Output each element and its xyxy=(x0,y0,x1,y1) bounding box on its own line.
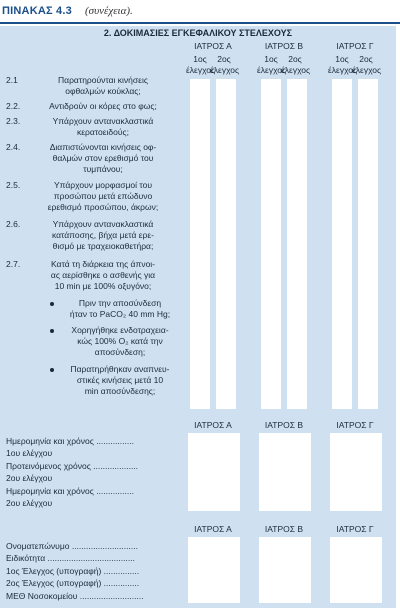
doctor-a-check-1: 1ος έλεγχος xyxy=(186,54,216,75)
test-item: 2.2. Αντιδρούν οι κόρες στο φως; xyxy=(6,101,157,111)
time-box-a[interactable] xyxy=(188,433,240,511)
signature-box-b[interactable] xyxy=(259,537,311,603)
answer-box-a1[interactable] xyxy=(190,79,210,409)
second-signature-label: 2ος Έλεγχος (υπογραφή) ............... xyxy=(6,578,140,588)
bullet-item: Χορηγήθηκε ενδοτραχεια- κώς 100% O₂ κατά την αποσύνδεση; xyxy=(50,325,185,358)
answer-box-b1[interactable] xyxy=(261,79,281,409)
time-box-b[interactable] xyxy=(259,433,311,511)
test-item: 2.1 Παρατηρούνται κινήσεις οφθαλμών κούκλας; xyxy=(6,75,148,96)
answer-box-c1[interactable] xyxy=(332,79,352,409)
second-check-label: 2ου ελέγχου xyxy=(6,473,53,483)
doctor-b-header: ΙΑΤΡΟΣ Β xyxy=(264,41,304,51)
doctor-c-header: ΙΑΤΡΟΣ Γ xyxy=(336,41,374,51)
doctor-a-check-2: 2ος έλεγχος xyxy=(210,54,240,75)
doctor-b-check-1: 1ος έλεγχος xyxy=(257,54,287,75)
doctor-a-header: ΙΑΤΡΟΣ Α xyxy=(194,524,232,534)
test-item: 2.5. Υπάρχουν μορφασμοί του προσώπου μετά επώδυνο ερεθισμό προσώπου, άκρων; xyxy=(6,180,159,212)
bullet-icon xyxy=(50,368,54,372)
date-time-second-label: Ημερομηνία και χρόνος ................ xyxy=(6,486,134,496)
section-title: 2. ΔΟΚΙΜΑΣΙΕΣ ΕΓΚΕΦΑΛΙΚΟΥ ΣΤΕΛΕΧΟΥΣ xyxy=(103,28,293,38)
doctor-c-header: ΙΑΤΡΟΣ Γ xyxy=(336,524,374,534)
caption-rule xyxy=(0,22,400,24)
signature-box-c[interactable] xyxy=(330,537,382,603)
proposed-time-label: Προτεινόμενος χρόνος ................... xyxy=(6,461,139,471)
doctor-a-header: ΙΑΤΡΟΣ Α xyxy=(194,420,232,430)
answer-box-c2[interactable] xyxy=(358,79,378,409)
first-check-label: 1ου ελέγχου xyxy=(6,448,53,458)
doctor-a-header: ΙΑΤΡΟΣ Α xyxy=(194,41,232,51)
table-caption xyxy=(2,5,133,19)
test-item: 2.4. Διαπιστώνονται κινήσεις οφ- θαλμών στον ερεθισμό του τυμπάνου; xyxy=(6,142,157,174)
date-time-first-label: Ημερομηνία και χρόνος ................ xyxy=(6,436,134,446)
test-item: 2.7. Κατά τη διάρκεια της άπνοι- ας αερίσθηκε ο ασθενής για 10 min με 100% οξυγόνο; xyxy=(6,259,156,291)
doctor-b-header: ΙΑΤΡΟΣ Β xyxy=(264,420,304,430)
doctor-c-check-1: 1ος έλεγχος xyxy=(328,54,358,75)
specialty-label: Ειδικότητα ..................................... xyxy=(6,553,135,563)
full-name-label: Ονοματεπώνυμο ............................ xyxy=(6,541,138,551)
doctor-c-header: ΙΑΤΡΟΣ Γ xyxy=(336,420,374,430)
doctor-b-header: ΙΑΤΡΟΣ Β xyxy=(264,524,304,534)
bullet-icon xyxy=(50,302,54,306)
doctor-b-check-2: 2ος έλεγχος xyxy=(281,54,311,75)
doctor-c-check-2: 2ος έλεγχος xyxy=(352,54,382,75)
bullet-icon xyxy=(50,329,54,333)
answer-box-a2[interactable] xyxy=(216,79,236,409)
signature-box-a[interactable] xyxy=(188,537,240,603)
bullet-item: Πριν την αποσύνδεση ήταν το PaCO₂ 40 mm Hg; xyxy=(50,298,185,320)
second-check-label: 2ου ελέγχου xyxy=(6,498,53,508)
table-note: (συνέχεια). xyxy=(85,5,133,17)
time-box-c[interactable] xyxy=(330,433,382,511)
test-item: 2.6. Υπάρχουν αντανακλαστικά κατάποσης, βήχα μετά ερε- θισμό με τραχειοκαθετήρα; xyxy=(6,219,155,251)
test-item: 2.3. Υπάρχουν αντανακλαστικά κερατοειδούς; xyxy=(6,116,154,137)
table-label: ΠΙΝΑΚΑΣ 4.3 xyxy=(2,5,72,17)
bullet-item: Παρατηρήθηκαν αναπνευ- στικές κινήσεις μετά 10 min αποσύνδεσης; xyxy=(50,364,185,397)
answer-box-b2[interactable] xyxy=(287,79,307,409)
icu-hospital-label: ΜΕΘ Νοσοκομείου ........................... xyxy=(6,591,144,601)
first-signature-label: 1ος Έλεγχος (υπογραφή) ............... xyxy=(6,566,140,576)
